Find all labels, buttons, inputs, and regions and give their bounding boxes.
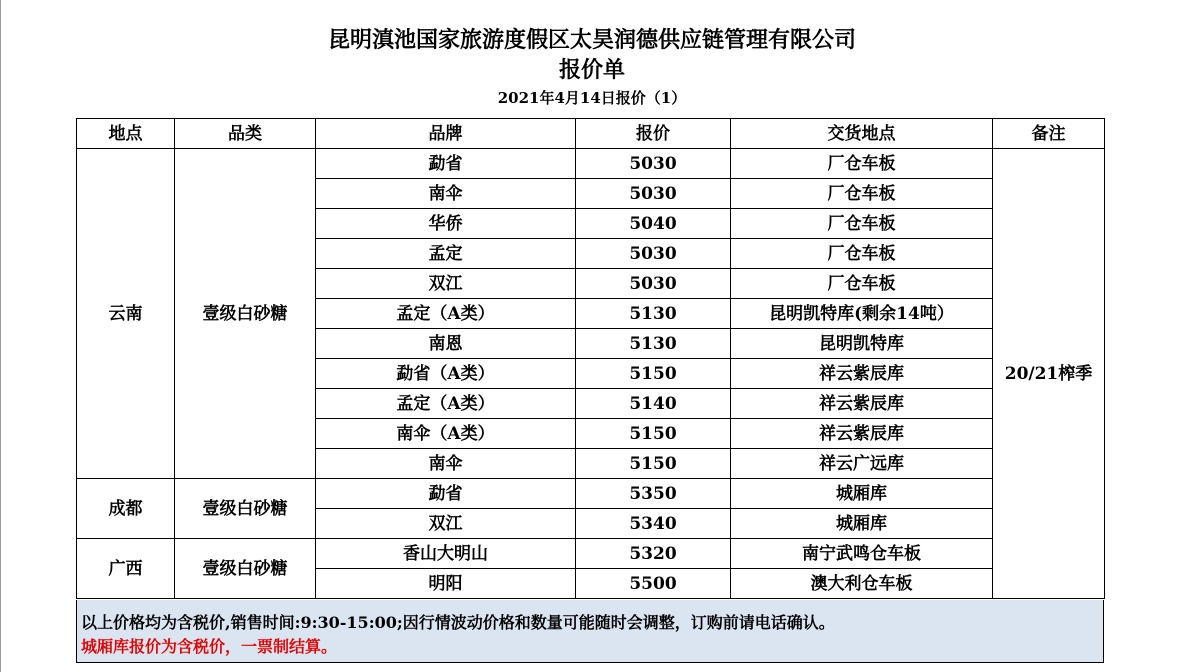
cell-brand: 香山大明山 <box>316 539 576 569</box>
quote-date: 2021年4月14日报价（1） <box>497 89 687 107</box>
cell-brand: 孟定（A类） <box>316 389 576 419</box>
cell-brand: 孟定 <box>316 239 576 269</box>
cell-price: 5500 <box>576 569 731 599</box>
cell-brand: 勐省 <box>316 479 576 509</box>
cell-brand: 南恩 <box>316 329 576 359</box>
table-row <box>77 479 1105 509</box>
cell-brand: 明阳 <box>316 569 576 599</box>
header-remark: 备注 <box>993 119 1105 149</box>
notes-panel <box>76 600 1104 663</box>
cell-delivery: 厂仓车板 <box>731 179 993 209</box>
cell-location: 云南 <box>77 149 175 479</box>
cell-location: 广西 <box>77 539 175 599</box>
cell-delivery: 祥云紫辰库 <box>731 359 993 389</box>
cell-brand: 南伞（A类） <box>316 419 576 449</box>
cell-delivery: 厂仓车板 <box>731 149 993 179</box>
cell-price: 5350 <box>576 479 731 509</box>
document-title: 报价单 <box>558 57 625 83</box>
cell-brand: 勐省（A类） <box>316 359 576 389</box>
cell-delivery: 厂仓车板 <box>731 239 993 269</box>
cell-brand: 双江 <box>316 269 576 299</box>
cell-price: 5150 <box>576 449 731 479</box>
cell-location: 成都 <box>77 479 175 539</box>
cell-price: 5040 <box>576 209 731 239</box>
cell-price: 5030 <box>576 269 731 299</box>
cell-delivery: 厂仓车板 <box>731 269 993 299</box>
header-category: 品类 <box>175 119 316 149</box>
cell-price: 5140 <box>576 389 731 419</box>
cell-brand: 南伞 <box>316 449 576 479</box>
cell-brand: 双江 <box>316 509 576 539</box>
cell-delivery: 城厢库 <box>731 509 993 539</box>
header-location: 地点 <box>77 119 175 149</box>
cell-price: 5150 <box>576 419 731 449</box>
cell-category: 壹级白砂糖 <box>175 539 316 599</box>
cell-category: 壹级白砂糖 <box>175 479 316 539</box>
note-tax-and-hours: 以上价格均为含税价,销售时间:9:30-15:00;因行情波动价格和数量可能随时会调整，订购前请电话确认。 <box>81 613 835 632</box>
cell-price: 5130 <box>576 329 731 359</box>
cell-brand: 南伞 <box>316 179 576 209</box>
cell-brand: 勐省 <box>316 149 576 179</box>
cell-remark: 20/21榨季 <box>993 149 1105 599</box>
note-chengxiang-settlement: 城厢库报价为含税价，一票制结算。 <box>81 637 338 656</box>
cell-price: 5030 <box>576 239 731 269</box>
cell-delivery: 澳大利仓车板 <box>731 569 993 599</box>
cell-price: 5340 <box>576 509 731 539</box>
cell-delivery: 昆明凯特库(剩余14吨） <box>731 299 993 329</box>
cell-delivery: 南宁武鸣仓车板 <box>731 539 993 569</box>
header-delivery: 交货地点 <box>731 119 993 149</box>
cell-brand: 孟定（A类） <box>316 299 576 329</box>
cell-delivery: 祥云紫辰库 <box>731 419 993 449</box>
cell-price: 5320 <box>576 539 731 569</box>
cell-price: 5130 <box>576 299 731 329</box>
cell-category: 壹级白砂糖 <box>175 149 316 479</box>
table-row <box>77 539 1105 569</box>
cell-delivery: 祥云紫辰库 <box>731 389 993 419</box>
cell-delivery: 城厢库 <box>731 479 993 509</box>
cell-price: 5030 <box>576 149 731 179</box>
cell-delivery: 厂仓车板 <box>731 209 993 239</box>
header-price: 报价 <box>576 119 731 149</box>
cell-brand: 华侨 <box>316 209 576 239</box>
table-header-row <box>77 119 1105 149</box>
header-brand: 品牌 <box>316 119 576 149</box>
table-body <box>77 149 1105 599</box>
price-table <box>76 118 1105 599</box>
table-row <box>77 149 1105 179</box>
cell-price: 5030 <box>576 179 731 209</box>
cell-delivery: 昆明凯特库 <box>731 329 993 359</box>
company-title: 昆明滇池国家旅游度假区太昊润德供应链管理有限公司 <box>327 27 856 53</box>
cell-delivery: 祥云广远库 <box>731 449 993 479</box>
cell-price: 5150 <box>576 359 731 389</box>
